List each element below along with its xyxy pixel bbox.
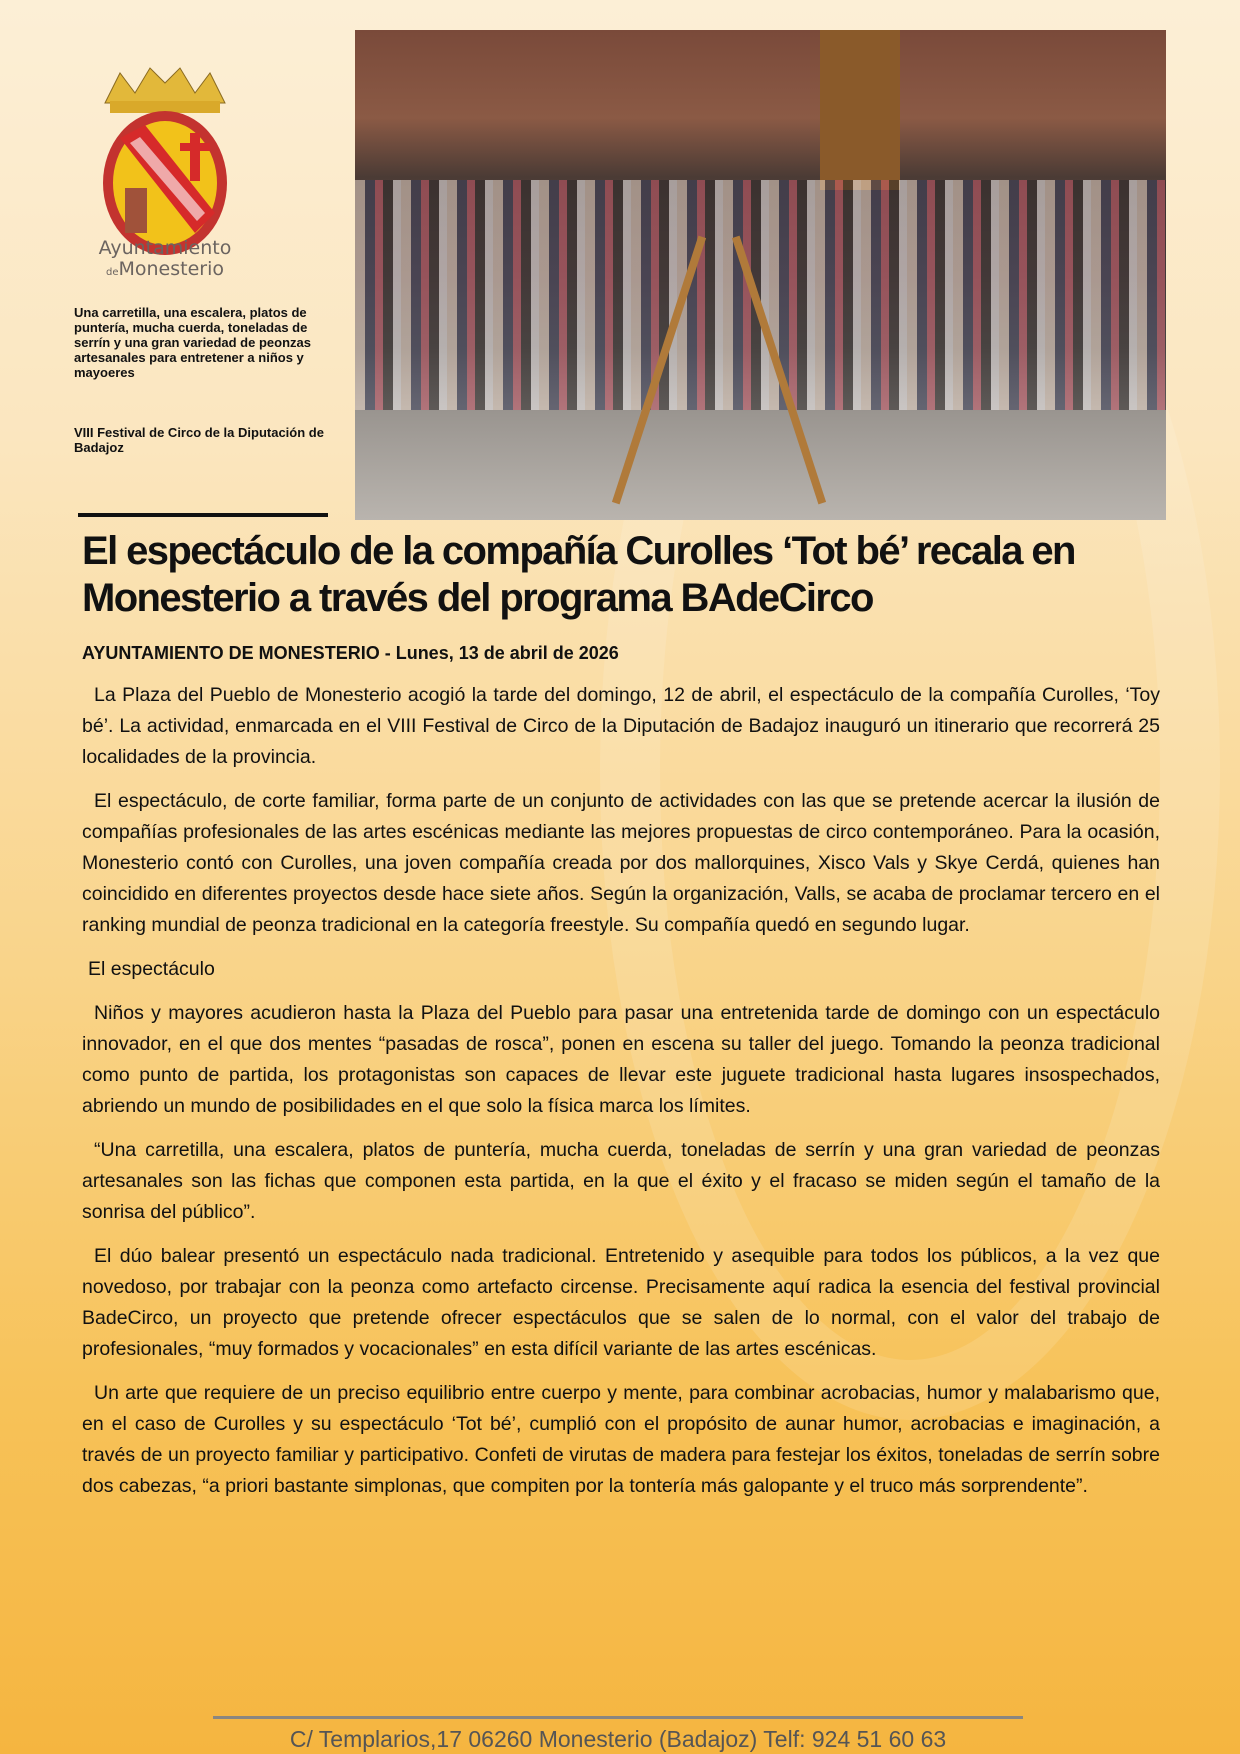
logo-line1: Ayuntamiento (98, 237, 232, 259)
logo-text (60, 238, 270, 283)
subheading: El espectáculo (88, 958, 215, 980)
performance-photo (355, 30, 1166, 520)
divider (78, 513, 328, 517)
paragraph: La Plaza del Pueblo de Monesterio acogió la tarde del domingo, 12 de abril, el espectáculo de la compañía Curolles, ‘Toy bé’. La actividad, enmarcada en el VIII Festival de Circo de la Diputación de Badajoz inauguró un itinerario que recorrerá 25 localidades de la provincia. (82, 684, 1160, 768)
sidebar-summary: Una carretilla, una escalera, platos de puntería, mucha cuerda, toneladas de serrín y una gran variedad de peonzas artesanales para entretener a niños y mayoeres (74, 305, 311, 380)
logo-prefix: de (105, 267, 119, 278)
paragraph: El dúo balear presentó un espectáculo nada tradicional. Entretenido y asequible para todos los públicos, a la vez que novedoso, por trabajar con la peonza como artefacto circense. Precisamente aquí radica la esencia del festival provincial BadeCirco, un proyecto que pretende ofrecer espectáculos que se salen de lo normal, con el valor del trabajo de profesionales, “muy formados y vocacionales” en esta difícil variante de las artes escénicas. (82, 1245, 1160, 1360)
footer-address: C/ Templarios,17 06260 Monesterio (Badajoz) Telf: 924 51 60 63 (289, 1726, 947, 1752)
church-door (820, 30, 900, 190)
article-body (82, 680, 1160, 1515)
byline-source: AYUNTAMIENTO DE MONESTERIO (82, 643, 380, 663)
footer-divider (213, 1716, 1023, 1719)
audience (355, 180, 1166, 410)
article-title: El espectáculo de la compañía Curolles ‘Tot bé’ recala en Monesterio a través del programa BAdeCirco (82, 529, 1075, 620)
sidebar-festival: VIII Festival de Circo de la Diputación de Badajoz (74, 425, 324, 455)
byline (82, 643, 619, 664)
paragraph: Un arte que requiere de un preciso equilibrio entre cuerpo y mente, para combinar acrobacias, humor y malabarismo que, en el caso de Curolles y su espectáculo ‘Tot bé’, cumplió con el propósito de aunar humor, acrobacias e imaginación, a través de un proyecto familiar y participativo. Confeti de virutas de madera para festejar los éxitos, toneladas de serrín sobre dos cabezas, “a priori bastante simplonas, que compiten por la tontería más galopante y el truco más sorprendente”. (82, 1382, 1160, 1497)
byline-date: - Lunes, 13 de abril de 2026 (379, 643, 619, 663)
paragraph: Niños y mayores acudieron hasta la Plaza del Pueblo para pasar una entretenida tarde de domingo con un espectáculo innovador, en el que dos mentes “pasadas de rosca”, ponen en escena su taller del juego. Tomando la peonza tradicional como punto de partida, los protagonistas son capaces de llevar este juguete tradicional hasta lugares insospechados, abriendo un mundo de posibilidades en el que solo la física marca los límites. (82, 1002, 1160, 1117)
logo-line2: Monesterio (118, 258, 224, 280)
paragraph: El espectáculo, de corte familiar, forma parte de un conjunto de actividades con las que se pretende acercar la ilusión de compañías profesionales de las artes escénicas mediante las mejores propuestas de circo contemporáneo. Para la ocasión, Monesterio contó con Curolles, una joven compañía creada por dos mallorquines, Xisco Vals y Skye Cerdá, quienes han coincidido en diferentes proyectos desde hace siete años. Según la organización, Valls, se acaba de proclamar tercero en el ranking mundial de peonza tradicional en la categoría freestyle. Su compañía quedó en segundo lugar. (82, 790, 1160, 936)
paragraph: “Una carretilla, una escalera, platos de puntería, mucha cuerda, toneladas de serrín y una gran variedad de peonzas artesanales son las fichas que componen esta partida, en la que el éxito y el fracaso se miden según el tamaño de la sonrisa del público”. (82, 1139, 1160, 1223)
